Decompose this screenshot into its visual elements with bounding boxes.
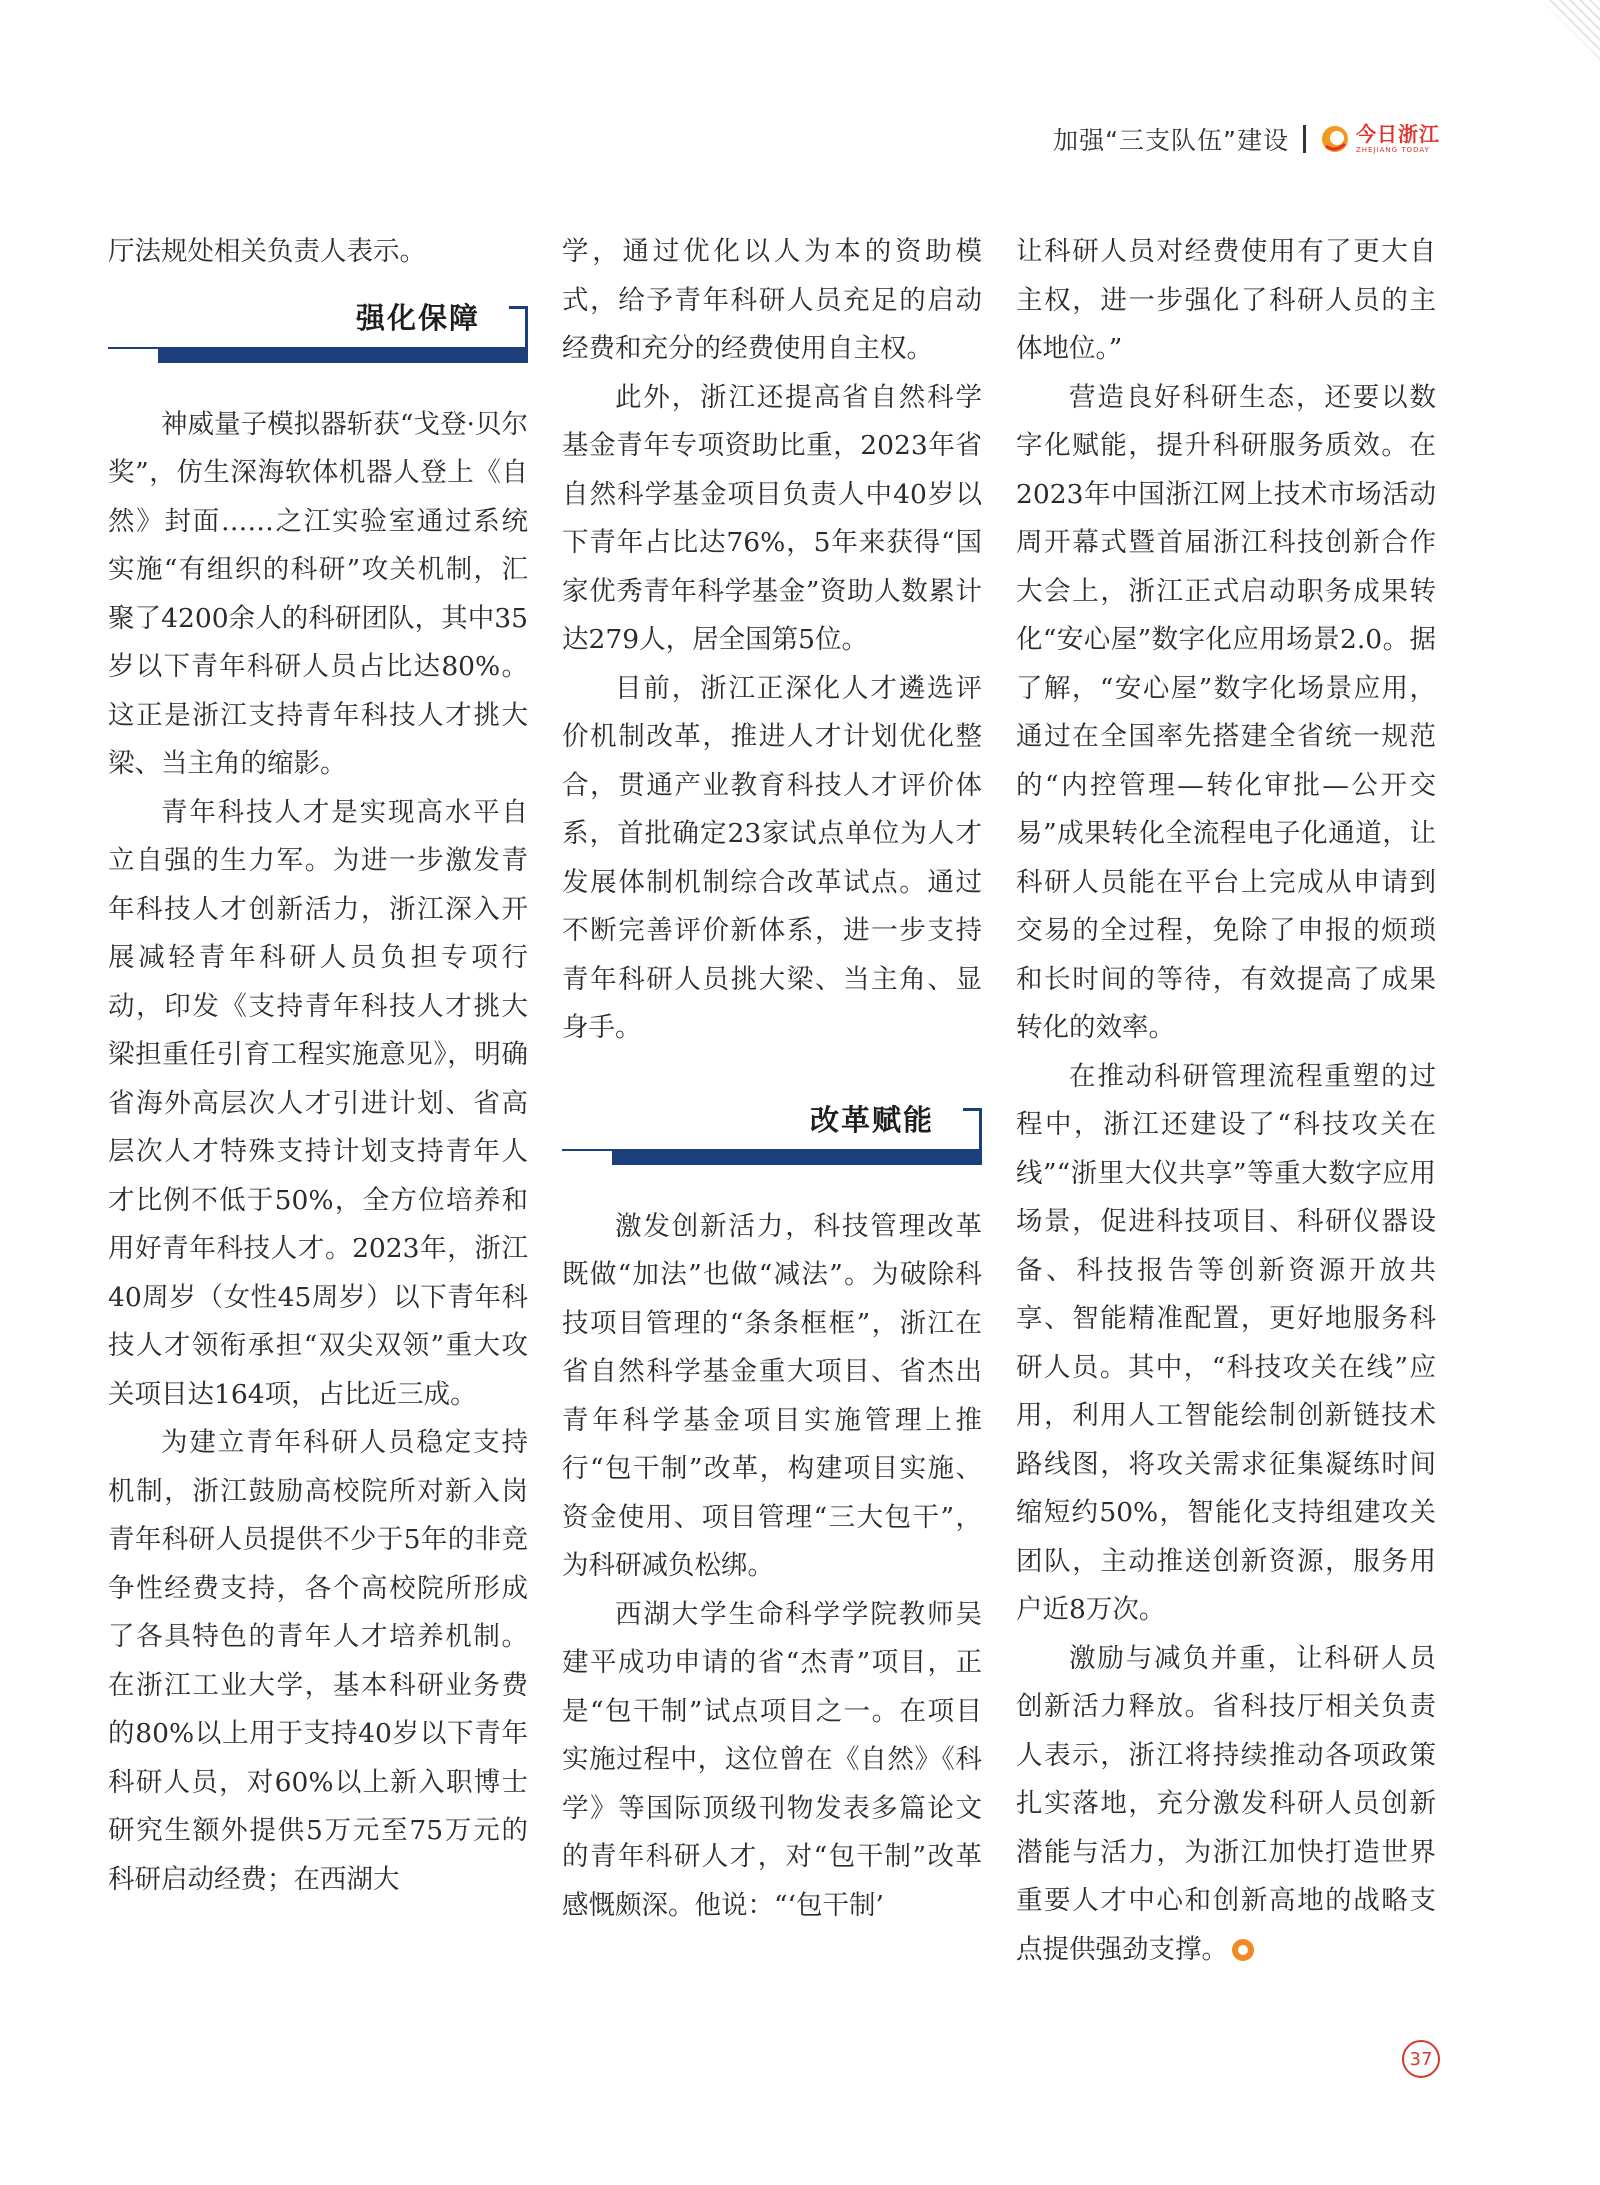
paragraph: 厅法规处相关负责人表示。: [108, 236, 426, 267]
column-3: [1016, 228, 1436, 1974]
heading-corner: [509, 306, 528, 363]
paragraph: 学，通过优化以人为本的资助模式，给予青年科研人员充足的启动经费和充分的经费使用自主权。: [562, 236, 982, 364]
section-heading-1: [108, 299, 528, 363]
section-title: 改革赋能: [809, 1103, 934, 1137]
paragraph: 西湖大学生命科学学院教师吴建平成功申请的省“杰青”项目，正是“包干制”试点项目之一。在项目实施过程中，这位曾在《自然》《科学》等国际顶级刊物发表多篇论文的青年科研人才，对“包干制”改革感慨颇深。他说：“‘包干制’: [562, 1598, 982, 1921]
section-heading-2: [562, 1101, 982, 1165]
heading-bar: [612, 1151, 982, 1165]
logo-english: ZHEJIANG TODAY: [1356, 146, 1430, 154]
section-title: 强化保障: [355, 301, 480, 335]
corner-decoration: [1510, 0, 1600, 60]
column-title: 加强“三支队伍”建设: [1053, 126, 1289, 155]
page-header: [1053, 118, 1440, 160]
logo-chinese: 今日浙江: [1356, 122, 1440, 146]
logo-text: [1356, 124, 1440, 154]
column-1: [108, 228, 528, 1904]
paragraph: 神威量子模拟器斩获“戈登·贝尔奖”，仿生深海软体机器人登上《自然》封面……之江实验室通过系统实施“有组织的科研”攻关机制，汇聚了4200余人的科研团队，其中35岁以下青年科研人员占比达80%。这正是浙江支持青年科技人才挑大梁、当主角的缩影。: [108, 408, 528, 779]
column-2: [562, 228, 982, 1930]
header-separator: [1303, 125, 1306, 153]
magazine-logo: [1320, 124, 1440, 154]
paragraph-text: 激励与减负并重，让科研人员创新活力释放。省科技厅相关负责人表示，浙江将持续推动各项政策扎实落地，充分激发科研人员创新潜能与活力，为浙江加快打造世界重要人才中心和创新高地的战略支点提供强劲支撑。: [1016, 1642, 1436, 1965]
article-end-icon: [1232, 1939, 1254, 1961]
paragraph: 为建立青年科研人员稳定支持机制，浙江鼓励高校院所对新入岗青年科研人员提供不少于5年的非竞争性经费支持，各个高校院所形成了各具特色的青年人才培养机制。在浙江工业大学，基本科研业务费的80%以上用于支持40岁以下青年科研人员，对60%以上新入职博士研究生额外提供5万元至75万元的科研启动经费；在西湖大: [108, 1427, 528, 1895]
heading-bar: [158, 349, 528, 363]
paragraph: 让科研人员对经费使用有了更大自主权，进一步强化了科研人员的主体地位。”: [1016, 236, 1436, 364]
paragraph: 激发创新活力，科技管理改革既做“加法”也做“减法”。为破除科技项目管理的“条条框框”，浙江在省自然科学基金重大项目、省杰出青年科学基金项目实施管理上推行“包干制”改革，构建项目实施、资金使用、项目管理“三大包干”，为科研减负松绑。: [562, 1210, 982, 1581]
logo-swirl-icon: [1320, 124, 1350, 154]
paragraph: 此外，浙江还提高省自然科学基金青年专项资助比重，2023年省自然科学基金项目负责人中40岁以下青年占比达76%，5年来获得“国家优秀青年科学基金”资助人数累计达279人，居全国第5位。: [562, 381, 982, 655]
paragraph: 营造良好科研生态，还要以数字化赋能，提升科研服务质效。在2023年中国浙江网上技术市场活动周开幕式暨首届浙江科技创新合作大会上，浙江正式启动职务成果转化“安心屋”数字化应用场景2.0。据了解，“安心屋”数字化场景应用，通过在全国率先搭建全省统一规范的“内控管理—转化审批—公开交易”成果转化全流程电子化通道，让科研人员能在平台上完成从申请到交易的全过程，免除了申报的烦琐和长时间的等待，有效提高了成果转化的效率。: [1016, 381, 1436, 1043]
heading-corner: [963, 1108, 982, 1165]
paragraph: [1016, 1635, 1436, 1975]
paragraph: 在推动科研管理流程重塑的过程中，浙江还建设了“科技攻关在线”“浙里大仪共享”等重大数字应用场景，促进科技项目、科研仪器设备、科技报告等创新资源开放共享、智能精准配置，更好地服务科研人员。其中，“科技攻关在线”应用，利用人工智能绘制创新链技术路线图，将攻关需求征集凝练时间缩短约50%，智能化支持组建攻关团队，主动推送创新资源，服务用户近8万次。: [1016, 1060, 1436, 1625]
paragraph: 目前，浙江正深化人才遴选评价机制改革，推进人才计划优化整合，贯通产业教育科技人才评价体系，首批确定23家试点单位为人才发展体制机制综合改革试点。通过不断完善评价新体系，进一步支持青年科研人员挑大梁、当主角、显身手。: [562, 672, 982, 1043]
paragraph: 青年科技人才是实现高水平自立自强的生力军。为进一步激发青年科技人才创新活力，浙江深入开展减轻青年科研人员负担专项行动，印发《支持青年科技人才挑大梁担重任引育工程实施意见》，明确省海外高层次人才引进计划、省高层次人才特殊支持计划支持青年人才比例不低于50%，全方位培养和用好青年科技人才。2023年，浙江40周岁（女性45周岁）以下青年科技人才领衔承担“双尖双领”重大攻关项目达164项，占比近三成。: [108, 796, 528, 1410]
page-number: 37: [1402, 2040, 1440, 2078]
